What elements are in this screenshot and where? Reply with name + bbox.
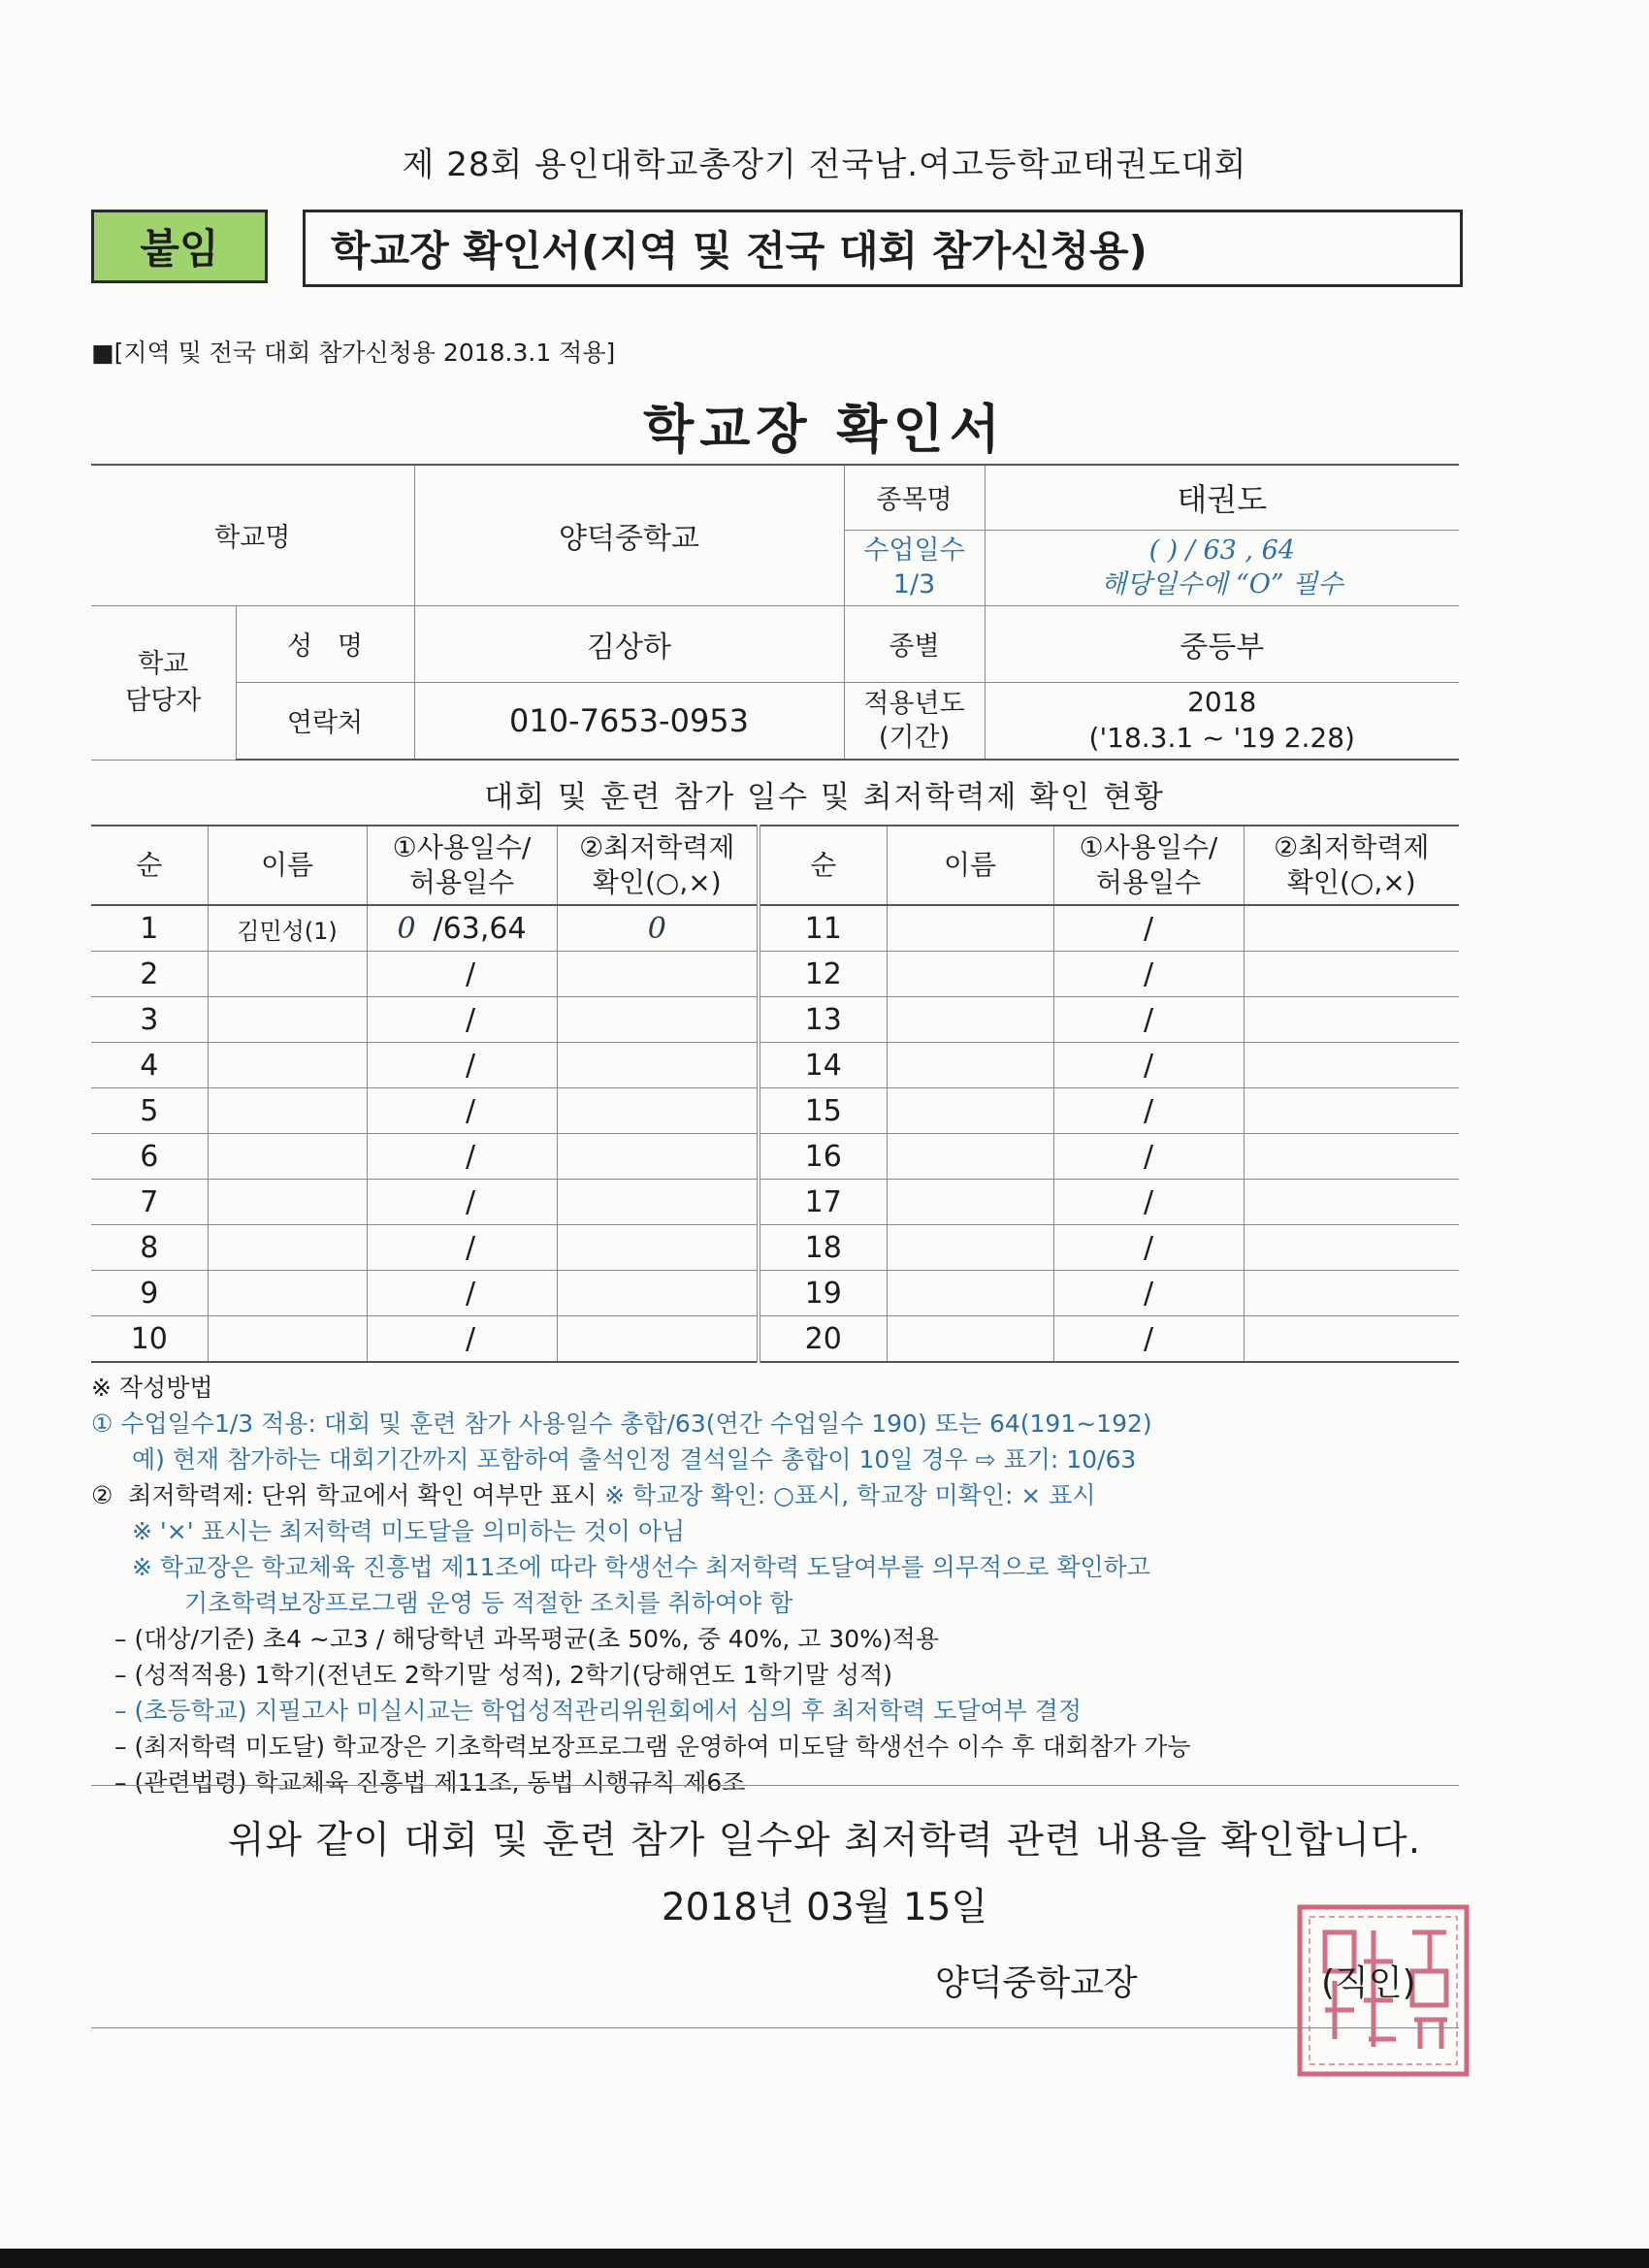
row-name-right <box>887 997 1053 1043</box>
row-days-left <box>367 1134 557 1180</box>
class-days-label-line1: 수업일수 <box>863 535 965 566</box>
info-table <box>91 464 1459 761</box>
row-days-right: / <box>1053 1271 1244 1316</box>
row-days-right: / <box>1053 997 1244 1043</box>
method-item2-c: ※ 학교장은 학교체육 진흥법 제11조에 따라 학생선수 최저학력 도달여부를 의무적으로 확인하고 <box>132 1553 1150 1581</box>
method-item2-a <box>91 1477 1469 1513</box>
class-days-value <box>985 530 1459 605</box>
row-check-left: 0 <box>557 905 759 952</box>
row-no-right: 14 <box>759 1043 887 1088</box>
row-allowed-days: / <box>465 1321 476 1356</box>
table-row <box>91 1134 1459 1180</box>
year-label-line2: (기간) <box>878 722 951 753</box>
row-allowed-days: / <box>465 1230 476 1265</box>
row-days-right: / <box>1053 905 1244 952</box>
row-no-left: 7 <box>91 1180 208 1225</box>
row-no-right: 20 <box>759 1316 887 1363</box>
col-days-right-l2: 허용일수 <box>1095 866 1202 898</box>
row-check-left <box>557 952 759 997</box>
row-days-left <box>367 1225 557 1271</box>
row-name-right <box>887 1043 1053 1088</box>
row-allowed-days: / <box>465 1184 476 1219</box>
document-title: 학교장 확인서 <box>643 399 1006 460</box>
attachment-badge: 붙임 <box>91 210 268 283</box>
year-value <box>985 682 1459 760</box>
notice-line: ■[지역 및 전국 대회 참가신청용 2018.3.1 적용] <box>91 339 616 367</box>
row-check-left <box>557 1316 759 1363</box>
table-row <box>91 1043 1459 1088</box>
row-allowed-days: / <box>465 1048 476 1083</box>
row-name-right <box>887 905 1053 952</box>
table-header-row <box>91 826 1459 905</box>
row-check-right <box>1244 1180 1459 1225</box>
col-name-right: 이름 <box>887 826 1053 905</box>
row-days-right: / <box>1053 1134 1244 1180</box>
row-no-left: 1 <box>91 905 208 952</box>
school-name-text: 양덕중학교 <box>559 521 699 556</box>
row-name-left <box>208 1316 367 1363</box>
method-bullet3: – (초등학교) 지필고사 미실시교는 학업성적관리위원회에서 심의 후 최저학력 도달여부 결정 <box>114 1697 1083 1725</box>
confirmation-text: 위와 같이 대회 및 훈련 참가 일수와 최저학력 관련 내용을 확인합니다. <box>227 1819 1422 1863</box>
row-days-right: / <box>1053 952 1244 997</box>
row-days-right: / <box>1053 1316 1244 1363</box>
writing-method <box>91 1370 1469 1800</box>
event-title: 제 28회 용인대학교총장기 전국남.여고등학교태권도대회 <box>402 146 1247 184</box>
row-name-left <box>208 1225 367 1271</box>
row-name-left: 김민성(1) <box>208 905 367 952</box>
row-allowed-days: / <box>465 1093 476 1128</box>
row-days-left <box>367 952 557 997</box>
participant-table <box>91 825 1459 1363</box>
row-check-left <box>557 997 759 1043</box>
method-bullet1: – (대상/기준) 초4 ~고3 / 해당학년 과목평균(초 50%, 중 40%, 고 30%)적용 <box>114 1625 939 1653</box>
manager-label-line1: 학교 <box>138 648 189 679</box>
division-label: 종별 <box>844 605 985 682</box>
row-name-left <box>208 1088 367 1134</box>
class-days-value-line1: ( ) / 63 , 64 <box>1148 535 1295 566</box>
class-days-value-line2: 해당일수에 “O” 필수 <box>1101 569 1343 599</box>
row-allowed-days: /63,64 <box>433 911 527 946</box>
method-item2-d: 기초학력보장프로그램 운영 등 적절한 조치를 취하여야 함 <box>184 1589 793 1617</box>
row-check-left <box>557 1043 759 1088</box>
row-name-right <box>887 1316 1053 1363</box>
table-row <box>91 952 1459 997</box>
row-name-right <box>887 1271 1053 1316</box>
row-name-right <box>887 1180 1053 1225</box>
row-no-left: 8 <box>91 1225 208 1271</box>
col-check-left-l2: 확인(○,×) <box>592 866 722 898</box>
year-value-line1: 2018 <box>1187 686 1257 719</box>
row-no-right: 19 <box>759 1271 887 1316</box>
row-no-left: 6 <box>91 1134 208 1180</box>
row-name-left <box>208 1043 367 1088</box>
method-item1-b: 예) 현재 참가하는 대회기간까지 포함하여 출석인정 결석일수 총합이 10일 경우 ⇨ 표기: 10/63 <box>132 1445 1137 1474</box>
row-no-right: 15 <box>759 1088 887 1134</box>
method-heading: ※ 작성방법 <box>91 1374 213 1402</box>
row-no-right: 11 <box>759 905 887 952</box>
method-item2-b: ※ '×' 표시는 최저학력 미도달을 의미하는 것이 아님 <box>132 1517 686 1545</box>
row-days-right: / <box>1053 1088 1244 1134</box>
sport-value: 태권도 <box>985 465 1459 530</box>
row-name-left <box>208 1271 367 1316</box>
table-row <box>91 1225 1459 1271</box>
row-check-left <box>557 1271 759 1316</box>
year-label-line1: 적용년도 <box>863 688 965 719</box>
col-check-right-l1: ②최저학력제 <box>1274 830 1430 863</box>
row-used-days: 0 <box>397 911 416 946</box>
method-bullet2: – (성적적용) 1학기(전년도 2학기말 성적), 2학기(당해연도 1학기말 성적) <box>114 1661 892 1689</box>
col-days-right-l1: ①사용일수/ <box>1079 830 1218 863</box>
col-name-left: 이름 <box>208 826 367 905</box>
col-no-right: 순 <box>759 826 887 905</box>
row-allowed-days: / <box>465 1002 476 1037</box>
row-no-left: 9 <box>91 1271 208 1316</box>
section-title: 대회 및 훈련 참가 일수 및 최저학력제 확인 현황 <box>484 780 1165 815</box>
method-item2-a-blue: ※ 학교장 확인: ○표시, 학교장 미확인: × 표시 <box>604 1481 1096 1509</box>
col-check-left <box>557 826 759 905</box>
row-name-right <box>887 1134 1053 1180</box>
row-allowed-days: / <box>465 1276 476 1311</box>
row-check-left <box>557 1134 759 1180</box>
row-check-right <box>1244 1043 1459 1088</box>
row-allowed-days: / <box>465 1139 476 1174</box>
row-days-right: / <box>1053 1180 1244 1225</box>
class-days-label-line2: 1/3 <box>892 569 936 599</box>
row-check-right <box>1244 1316 1459 1363</box>
row-name-left <box>208 952 367 997</box>
table-row <box>91 997 1459 1043</box>
row-no-left: 2 <box>91 952 208 997</box>
bottom-divider <box>91 2027 1459 2028</box>
row-check-left <box>557 1225 759 1271</box>
row-no-left: 4 <box>91 1043 208 1088</box>
row-name-left <box>208 997 367 1043</box>
class-days-label <box>844 530 985 605</box>
row-no-right: 13 <box>759 997 887 1043</box>
col-days-left-l1: ①사용일수/ <box>392 830 532 863</box>
method-item1-a: ① 수업일수1/3 적용: 대회 및 훈련 참가 사용일수 총합/63(연간 수업일수 190) 또는 64(191~192) <box>91 1409 1152 1438</box>
manager-label-line2: 담당자 <box>125 685 202 716</box>
row-check-right <box>1244 997 1459 1043</box>
row-no-left: 5 <box>91 1088 208 1134</box>
row-days-left <box>367 1043 557 1088</box>
col-no-left: 순 <box>91 826 208 905</box>
manager-label <box>91 605 236 760</box>
col-days-left <box>367 826 557 905</box>
table-row <box>91 1180 1459 1225</box>
row-days-left <box>367 1316 557 1363</box>
year-value-line2: ('18.3.1 ~ '19 2.28) <box>1088 721 1355 754</box>
row-check-right <box>1244 1271 1459 1316</box>
row-check-right <box>1244 1225 1459 1271</box>
header-box-title: 학교장 확인서(지역 및 전국 대회 참가신청용) <box>303 210 1463 287</box>
issue-date: 2018년 03월 15일 <box>661 1886 988 1929</box>
year-label <box>844 682 985 760</box>
row-name-left <box>208 1134 367 1180</box>
row-days-left <box>367 905 557 952</box>
row-check-right <box>1244 1088 1459 1134</box>
table-row <box>91 1271 1459 1316</box>
row-check-right <box>1244 1134 1459 1180</box>
contact-value: 010-7653-0953 <box>414 682 844 760</box>
row-check-left <box>557 1088 759 1134</box>
row-name-right <box>887 1088 1053 1134</box>
scan-edge <box>0 2249 1649 2268</box>
row-name-right <box>887 952 1053 997</box>
row-days-right: / <box>1053 1225 1244 1271</box>
row-check-right <box>1244 952 1459 997</box>
method-bullet5: – (관련법령) 학교체육 진흥법 제11조, 동법 시행규칙 제6조 <box>114 1768 746 1797</box>
col-check-right-l2: 확인(○,×) <box>1286 866 1416 898</box>
row-check-right <box>1244 905 1459 952</box>
name-label: 성 명 <box>236 605 414 682</box>
row-no-right: 12 <box>759 952 887 997</box>
method-item2-a-prefix: ② 최저학력제: 단위 학교에서 확인 여부만 표시 <box>91 1481 605 1509</box>
method-bullet4: – (최저학력 미도달) 학교장은 기초학력보장프로그램 운영하여 미도달 학생선수 이수 후 대회참가 가능 <box>114 1733 1191 1761</box>
col-check-left-l1: ②최저학력제 <box>579 830 735 863</box>
row-days-right: / <box>1053 1043 1244 1088</box>
row-no-right: 18 <box>759 1225 887 1271</box>
row-days-left <box>367 997 557 1043</box>
row-name-left <box>208 1180 367 1225</box>
row-days-left <box>367 1180 557 1225</box>
col-check-right <box>1244 826 1459 905</box>
row-no-left: 3 <box>91 997 208 1043</box>
row-check-left <box>557 1180 759 1225</box>
school-name-value <box>414 465 844 605</box>
seal-label: (직인) <box>1321 1963 1416 2003</box>
col-days-left-l2: 허용일수 <box>408 866 515 898</box>
contact-label: 연락처 <box>236 682 414 760</box>
table-row <box>91 1088 1459 1134</box>
table-row <box>91 905 1459 952</box>
sport-label: 종목명 <box>844 465 985 530</box>
table-row <box>91 1316 1459 1363</box>
row-no-right: 16 <box>759 1134 887 1180</box>
row-no-right: 17 <box>759 1180 887 1225</box>
division-value: 중등부 <box>985 605 1459 682</box>
school-label: 학교명 <box>91 465 414 605</box>
principal-title: 양덕중학교장 <box>935 1963 1138 2003</box>
divider <box>91 1785 1459 1786</box>
row-no-left: 10 <box>91 1316 208 1363</box>
row-name-right <box>887 1225 1053 1271</box>
col-days-right <box>1053 826 1244 905</box>
row-allowed-days: / <box>465 956 476 991</box>
manager-name-value: 김상하 <box>414 605 844 682</box>
row-days-left <box>367 1088 557 1134</box>
row-days-left <box>367 1271 557 1316</box>
